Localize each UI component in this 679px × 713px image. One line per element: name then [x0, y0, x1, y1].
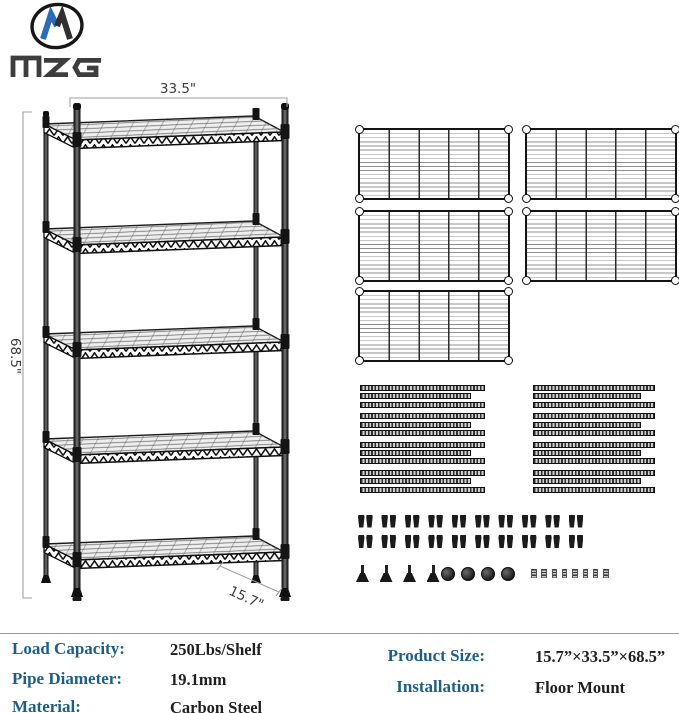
spec-label: Product Size: — [387, 646, 485, 665]
part-sleeve-clip — [483, 535, 490, 548]
part-sleeve-clip — [436, 535, 443, 548]
part-sleeve-clip — [366, 535, 373, 548]
part-sleeve-clip — [390, 535, 397, 548]
pole-sleeve — [253, 423, 260, 435]
mzg-monogram-icon — [29, 2, 84, 51]
product-diagram — [0, 80, 340, 625]
pole-sleeve — [281, 334, 290, 349]
panel-corner-ring — [355, 207, 364, 216]
brand-wordmark — [13, 58, 101, 77]
panel-corner-ring — [355, 276, 364, 285]
part-sleeve-clip — [381, 535, 388, 548]
part-sleeve-clip — [498, 535, 505, 548]
part-leveling-foot — [380, 565, 393, 582]
part-sleeve-clip — [522, 535, 529, 548]
pole-sleeve — [253, 108, 260, 120]
part-shelf-panel — [525, 128, 677, 200]
panel-corner-ring — [671, 125, 679, 134]
part-pole-bar — [533, 478, 641, 484]
part-sleeve-clip — [366, 515, 373, 528]
part-screw — [583, 569, 589, 578]
part-pole-bar — [533, 470, 655, 476]
panel-corner-ring — [504, 125, 513, 134]
panel-corner-ring — [504, 194, 513, 203]
pole-sleeve — [281, 439, 290, 454]
part-screw — [552, 569, 558, 578]
pole-sleeve — [281, 544, 290, 559]
part-sleeve-clip — [507, 515, 514, 528]
panel-corner-ring — [355, 356, 364, 365]
part-pole-bar — [533, 430, 655, 436]
part-sleeve-clip — [381, 515, 388, 528]
pole-sleeve — [73, 552, 82, 567]
part-sleeve-clip — [405, 535, 412, 548]
spec-value: Floor Mount — [535, 678, 625, 697]
panel-corner-ring — [522, 194, 531, 203]
panel-corner-ring — [522, 207, 531, 216]
part-shelf-panel — [525, 210, 677, 282]
part-pole-bar — [533, 385, 655, 391]
part-sleeve-clip — [475, 515, 482, 528]
part-sleeve-clip — [553, 535, 560, 548]
panel-corner-ring — [671, 207, 679, 216]
brand-logo — [6, 2, 108, 82]
part-pole-bar — [360, 430, 485, 436]
part-end-cap — [501, 567, 515, 581]
part-sleeve-clip — [569, 515, 576, 528]
part-sleeve-clip — [498, 515, 505, 528]
pole-sleeve — [281, 124, 290, 139]
part-sleeve-clip — [460, 535, 467, 548]
panel-corner-ring — [671, 194, 679, 203]
part-pole-bar — [533, 413, 655, 419]
part-sleeve-clip — [475, 535, 482, 548]
part-sleeve-clip — [358, 515, 365, 528]
spec-label: Pipe Diameter: — [12, 669, 122, 688]
part-screw — [603, 569, 609, 578]
part-shelf-panel — [358, 210, 510, 282]
spec-divider — [0, 633, 679, 634]
part-pole-bar — [360, 487, 485, 493]
part-screw — [593, 569, 599, 578]
pole-sleeve — [43, 536, 50, 548]
part-pole-bar — [533, 450, 641, 456]
spec-value: 250Lbs/Shelf — [170, 640, 262, 659]
spec-label: Material: — [12, 697, 81, 713]
pole-sleeve — [73, 447, 82, 462]
panel-corner-ring — [522, 125, 531, 134]
pole-sleeve — [73, 132, 82, 147]
panel-corner-ring — [504, 276, 513, 285]
part-sleeve-clip — [577, 535, 584, 548]
part-shelf-panel — [358, 290, 510, 362]
pole-sleeve — [281, 229, 290, 244]
pole-sleeve — [253, 213, 260, 225]
panel-corner-ring — [504, 207, 513, 216]
part-sleeve-clip — [483, 515, 490, 528]
part-pole-bar — [533, 487, 655, 493]
spec-label: Load Capacity: — [12, 639, 125, 658]
part-pole-bar — [360, 458, 485, 464]
panel-corner-ring — [504, 287, 513, 296]
part-end-cap — [461, 567, 475, 581]
part-sleeve-clip — [530, 515, 537, 528]
part-sleeve-clip — [428, 515, 435, 528]
part-pole-bar — [533, 422, 641, 428]
part-screw — [531, 569, 537, 578]
panel-corner-ring — [522, 276, 531, 285]
spec-value: 15.7”×33.5”×68.5” — [535, 647, 666, 666]
panel-corner-ring — [355, 287, 364, 296]
part-leveling-foot — [356, 565, 369, 582]
spec-value: Carbon Steel — [170, 698, 263, 713]
part-pole-bar — [360, 385, 485, 391]
part-sleeve-clip — [530, 535, 537, 548]
part-sleeve-clip — [358, 535, 365, 548]
part-sleeve-clip — [452, 515, 459, 528]
part-sleeve-clip — [553, 515, 560, 528]
part-pole-bar — [360, 402, 485, 408]
part-pole-bar — [360, 450, 471, 456]
part-screw — [541, 569, 547, 578]
part-leveling-foot — [403, 565, 416, 582]
part-sleeve-clip — [452, 535, 459, 548]
part-sleeve-clip — [428, 535, 435, 548]
part-shelf-panel — [358, 128, 510, 200]
spec-value: 19.1mm — [170, 670, 227, 689]
width-dimension-label: 33.5" — [159, 81, 197, 97]
part-leveling-foot — [427, 565, 440, 582]
part-sleeve-clip — [507, 535, 514, 548]
pole-sleeve — [73, 237, 82, 252]
part-screw — [562, 569, 568, 578]
pole-sleeve — [43, 116, 50, 128]
part-sleeve-clip — [522, 515, 529, 528]
part-sleeve-clip — [460, 515, 467, 528]
part-sleeve-clip — [436, 515, 443, 528]
part-pole-bar — [360, 413, 485, 419]
height-dimension-label: 68.5" — [7, 337, 23, 375]
part-sleeve-clip — [405, 515, 412, 528]
panel-corner-ring — [504, 356, 513, 365]
panel-corner-ring — [671, 276, 679, 285]
part-sleeve-clip — [545, 535, 552, 548]
part-pole-bar — [533, 442, 655, 448]
pole-sleeve — [253, 528, 260, 540]
part-sleeve-clip — [390, 515, 397, 528]
pole-sleeve — [43, 431, 50, 443]
part-end-cap — [481, 567, 495, 581]
part-pole-bar — [360, 442, 485, 448]
part-pole-bar — [533, 458, 655, 464]
panel-corner-ring — [355, 194, 364, 203]
pole-sleeve — [253, 318, 260, 330]
part-pole-bar — [360, 478, 471, 484]
part-pole-bar — [360, 422, 471, 428]
part-end-cap — [441, 567, 455, 581]
part-pole-bar — [360, 393, 471, 399]
part-sleeve-clip — [413, 515, 420, 528]
part-sleeve-clip — [545, 515, 552, 528]
panel-corner-ring — [355, 125, 364, 134]
pole-sleeve — [43, 326, 50, 338]
spec-label: Installation: — [396, 677, 485, 696]
depth-dimension-label: 15.7" — [226, 583, 266, 613]
part-sleeve-clip — [569, 535, 576, 548]
pole-sleeve — [73, 342, 82, 357]
pole-sleeve — [43, 221, 50, 233]
part-pole-bar — [533, 402, 655, 408]
part-sleeve-clip — [577, 515, 584, 528]
part-sleeve-clip — [413, 535, 420, 548]
part-pole-bar — [533, 393, 641, 399]
part-pole-bar — [360, 470, 485, 476]
part-screw — [572, 569, 578, 578]
